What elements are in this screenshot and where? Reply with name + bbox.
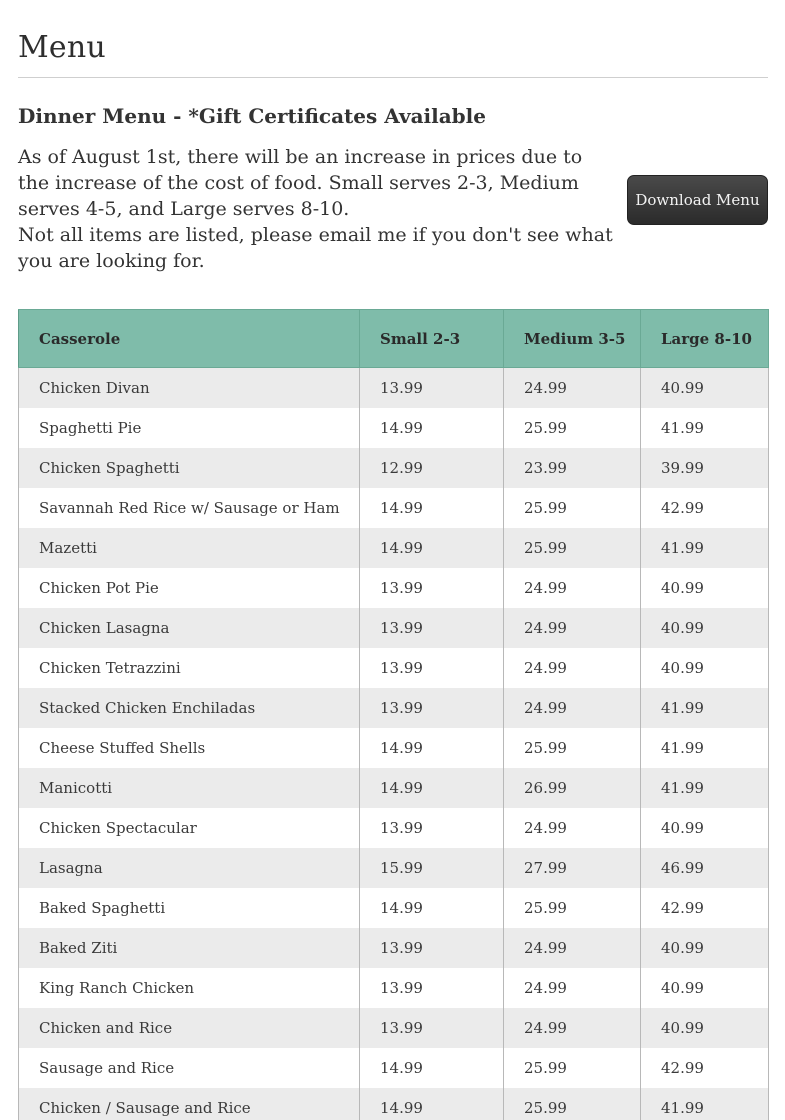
price-medium: 27.99 (504, 848, 641, 888)
price-small: 13.99 (360, 1008, 504, 1048)
price-large: 42.99 (641, 888, 769, 928)
page-title: Menu (18, 30, 106, 65)
price-small: 12.99 (360, 448, 504, 488)
table-row (19, 808, 769, 848)
menu-subheading: Dinner Menu - *Gift Certificates Available (18, 104, 486, 128)
price-large: 46.99 (641, 848, 769, 888)
price-medium: 24.99 (504, 368, 641, 409)
price-large: 40.99 (641, 568, 769, 608)
table-row (19, 368, 769, 409)
price-small: 13.99 (360, 808, 504, 848)
price-large: 41.99 (641, 768, 769, 808)
table-row (19, 688, 769, 728)
price-small: 14.99 (360, 488, 504, 528)
item-name: King Ranch Chicken (19, 968, 360, 1008)
price-medium: 24.99 (504, 608, 641, 648)
price-large: 41.99 (641, 408, 769, 448)
item-name: Chicken Pot Pie (19, 568, 360, 608)
price-medium: 25.99 (504, 408, 641, 448)
table-row (19, 568, 769, 608)
table-row (19, 848, 769, 888)
email-notice: Not all items are listed, please email me if you don't see what you are looking for. (18, 224, 613, 272)
table-row (19, 968, 769, 1008)
header-small: Small 2-3 (360, 310, 504, 368)
item-name: Chicken Spectacular (19, 808, 360, 848)
price-large: 39.99 (641, 448, 769, 488)
item-name: Manicotti (19, 768, 360, 808)
table-row (19, 648, 769, 688)
item-name: Chicken / Sausage and Rice (19, 1088, 360, 1120)
price-large: 40.99 (641, 368, 769, 409)
table-row (19, 448, 769, 488)
item-name: Chicken Divan (19, 368, 360, 409)
item-name: Sausage and Rice (19, 1048, 360, 1088)
item-name: Savannah Red Rice w/ Sausage or Ham (19, 488, 360, 528)
price-small: 13.99 (360, 928, 504, 968)
table-row (19, 528, 769, 568)
table-body (19, 368, 769, 1120)
price-medium: 24.99 (504, 968, 641, 1008)
table-row (19, 608, 769, 648)
item-name: Mazetti (19, 528, 360, 568)
item-name: Baked Spaghetti (19, 888, 360, 928)
title-divider (18, 77, 768, 78)
item-name: Chicken Spaghetti (19, 448, 360, 488)
table-row (19, 888, 769, 928)
item-name: Chicken and Rice (19, 1008, 360, 1048)
item-name: Chicken Tetrazzini (19, 648, 360, 688)
price-large: 40.99 (641, 968, 769, 1008)
price-medium: 26.99 (504, 768, 641, 808)
price-medium: 24.99 (504, 808, 641, 848)
price-large: 42.99 (641, 1048, 769, 1088)
table-row (19, 1008, 769, 1048)
price-increase-notice: As of August 1st, there will be an increase in prices due to the increase of the cost of food. Small serves 2-3, Medium serves 4-5, and Large serves 8-10. (18, 146, 583, 220)
price-small: 14.99 (360, 768, 504, 808)
table-row (19, 488, 769, 528)
price-large: 41.99 (641, 1088, 769, 1120)
item-name: Lasagna (19, 848, 360, 888)
intro-text (18, 144, 618, 274)
price-medium: 24.99 (504, 648, 641, 688)
price-large: 41.99 (641, 528, 769, 568)
price-medium: 25.99 (504, 728, 641, 768)
price-medium: 24.99 (504, 688, 641, 728)
download-menu-button[interactable]: Download Menu (627, 175, 768, 225)
item-name: Baked Ziti (19, 928, 360, 968)
price-large: 40.99 (641, 1008, 769, 1048)
price-large: 40.99 (641, 808, 769, 848)
price-small: 14.99 (360, 728, 504, 768)
price-large: 40.99 (641, 928, 769, 968)
header-large: Large 8-10 (641, 310, 769, 368)
price-small: 13.99 (360, 568, 504, 608)
price-small: 13.99 (360, 968, 504, 1008)
table-header-row (19, 310, 769, 368)
price-medium: 25.99 (504, 1088, 641, 1120)
price-medium: 25.99 (504, 528, 641, 568)
item-name: Stacked Chicken Enchiladas (19, 688, 360, 728)
table-row (19, 928, 769, 968)
price-medium: 25.99 (504, 888, 641, 928)
price-small: 13.99 (360, 648, 504, 688)
table-row (19, 1048, 769, 1088)
header-casserole: Casserole (19, 310, 360, 368)
price-medium: 24.99 (504, 1008, 641, 1048)
price-large: 42.99 (641, 488, 769, 528)
price-medium: 23.99 (504, 448, 641, 488)
price-small: 14.99 (360, 1048, 504, 1088)
price-large: 41.99 (641, 728, 769, 768)
table-row (19, 408, 769, 448)
price-large: 41.99 (641, 688, 769, 728)
price-small: 15.99 (360, 848, 504, 888)
item-name: Chicken Lasagna (19, 608, 360, 648)
header-medium: Medium 3-5 (504, 310, 641, 368)
price-small: 14.99 (360, 408, 504, 448)
item-name: Cheese Stuffed Shells (19, 728, 360, 768)
price-medium: 24.99 (504, 568, 641, 608)
price-small: 13.99 (360, 688, 504, 728)
price-small: 13.99 (360, 368, 504, 409)
price-large: 40.99 (641, 608, 769, 648)
price-medium: 25.99 (504, 488, 641, 528)
price-small: 13.99 (360, 608, 504, 648)
price-large: 40.99 (641, 648, 769, 688)
table-row (19, 1088, 769, 1120)
table-row (19, 768, 769, 808)
price-small: 14.99 (360, 528, 504, 568)
table-row (19, 728, 769, 768)
price-small: 14.99 (360, 1088, 504, 1120)
price-medium: 25.99 (504, 1048, 641, 1088)
price-medium: 24.99 (504, 928, 641, 968)
item-name: Spaghetti Pie (19, 408, 360, 448)
price-small: 14.99 (360, 888, 504, 928)
menu-table (18, 309, 769, 1120)
